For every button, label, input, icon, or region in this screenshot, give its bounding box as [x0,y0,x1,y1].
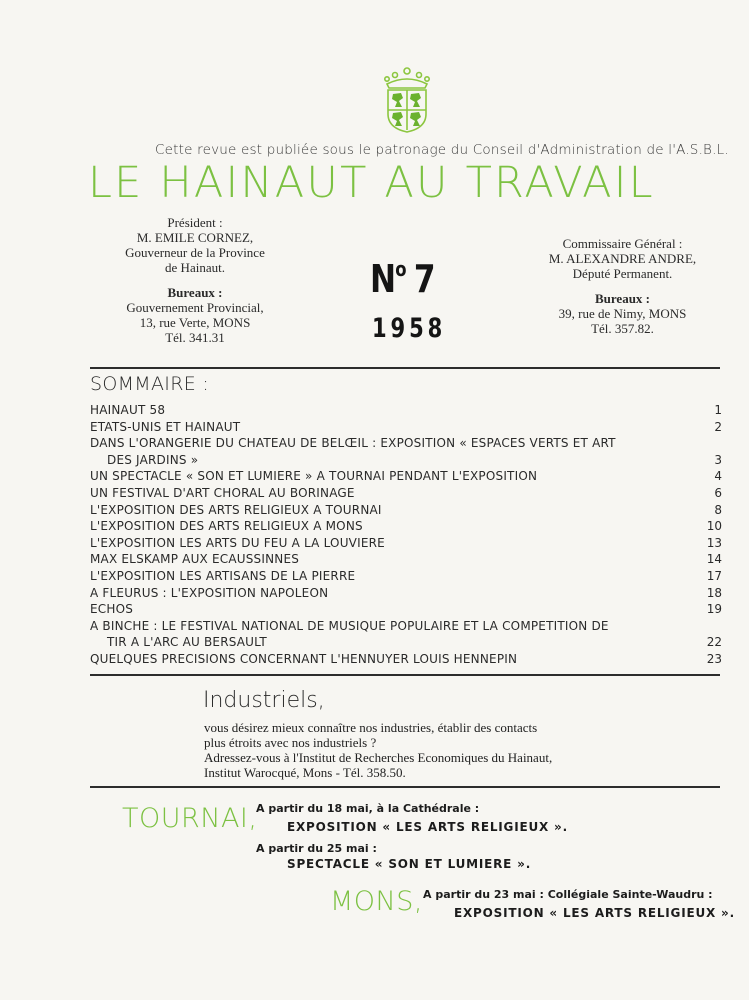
president-function: Gouverneur de la Province [125,245,265,260]
president-function-cont: de Hainaut. [165,260,225,275]
office-address: 39, rue de Nimy, MONS [558,306,687,321]
toc-page-number: 18 [706,585,722,600]
tournai-date-1: A partir du 18 mai, à la Cathédrale : [256,802,480,815]
toc-title-text: L'EXPOSITION DES ARTS RELIGIEUX A TOURNAI [90,502,382,517]
toc-page-number: 22 [706,635,722,650]
toc-entry [90,402,722,419]
toc-page-number: 17 [706,568,722,583]
toc-page-number: 10 [706,519,722,534]
toc-page-number: 13 [706,535,722,550]
tournai-date-2: A partir du 25 mai : [256,842,377,855]
toc-entry-title [90,535,692,552]
toc-entry [90,618,722,651]
text-line: vous désirez mieux connaître nos industries, établir des contacts [204,720,538,735]
toc-title-text: UN SPECTACLE « SON ET LUMIERE » A TOURNAI PENDANT L'EXPOSITION [90,469,538,484]
toc-entry-title [90,419,692,436]
toc-title-text: UN FESTIVAL D'ART CHORAL AU BORINAGE [90,485,355,500]
office-address-2: 13, rue Verte, MONS [139,315,251,330]
toc-title-text: HAINAUT 58 [90,403,166,417]
issue-year: 1958 [372,313,447,344]
toc-entry-title [90,485,692,502]
divider [90,367,720,369]
toc-page-number: 14 [706,552,722,567]
table-of-contents-title: SOMMAIRE : [90,373,210,395]
toc-page-number: 4 [714,469,722,484]
toc-title-text: A FLEURUS : L'EXPOSITION NAPOLEON [90,585,329,600]
president-name: M. EMILE CORNEZ, [136,230,254,245]
mons-event-1: EXPOSITION « LES ARTS RELIGIEUX ». [454,906,735,920]
tournai-label: TOURNAI, [122,803,258,834]
toc-entry-title [90,585,692,602]
toc-entry [90,551,722,568]
industriels-text [204,720,624,780]
toc-entry [90,535,722,552]
office-address-1: Gouvernement Provincial, [126,300,264,315]
president-label: Président : [167,215,223,230]
toc-entry [90,502,722,519]
commissioner-block [530,236,715,336]
industriels-heading: Industriels, [203,688,325,713]
toc-title-text: ECHOS [90,602,134,617]
text-line: plus étroits avec nos industriels ? [204,735,377,750]
text-line: Institut Warocqué, Mons - Tél. 358.50. [204,765,406,780]
toc-entry [90,651,722,668]
text-line: Adressez-vous à l'Institut de Recherches Economiques du Hainaut, [204,750,553,765]
toc-title-text: L'EXPOSITION DES ARTS RELIGIEUX A MONS [90,519,363,534]
toc-entry [90,568,722,585]
office-phone: Tél. 341.31 [165,330,225,345]
toc-page-number: 8 [714,502,722,517]
toc-entry [90,468,722,485]
toc-entry-title [90,518,692,535]
toc-entry [90,419,722,436]
offices-label: Bureaux : [594,291,650,306]
toc-entry-title [90,502,692,519]
divider [90,674,720,676]
toc-title-text: L'EXPOSITION LES ARTISANS DE LA PIERRE [90,568,356,583]
toc-page-number: 23 [706,651,722,666]
tournai-event-1: EXPOSITION « LES ARTS RELIGIEUX ». [287,820,568,834]
mons-date-1: A partir du 23 mai : Collégiale Sainte-Waudru : [423,888,713,901]
toc-entry-title [90,618,692,651]
tournai-event-2: SPECTACLE « SON ET LUMIERE ». [287,857,532,871]
commissioner-label: Commissaire Général : [562,236,683,251]
hainaut-coat-of-arms-icon [383,66,431,134]
toc-title-text: QUELQUES PRECISIONS CONCERNANT L'HENNUYER LOUIS HENNEPIN [90,651,518,666]
offices-label: Bureaux : [167,285,223,300]
mons-label: MONS, [330,886,423,917]
toc-page-number: 6 [714,485,722,500]
toc-entry-title [90,551,692,568]
office-phone: Tél. 357.82. [591,321,654,336]
toc-entry-title [90,601,692,618]
toc-title-text: ETATS-UNIS ET HAINAUT [90,419,241,434]
toc-title-continuation: DES JARDINS » [107,452,199,467]
commissioner-name: M. ALEXANDRE ANDRE, [548,251,697,266]
toc-title-text: A BINCHE : LE FESTIVAL NATIONAL DE MUSIQUE POPULAIRE ET LA COMPETITION DE [90,618,609,633]
issue-number: $N^o$ 7 [370,257,435,301]
magazine-title: LE HAINAUT AU TRAVAIL [88,158,655,208]
toc-title-continuation: TIR A L'ARC AU BERSAULT [107,635,267,650]
table-of-contents [90,402,722,668]
toc-entry [90,435,722,468]
toc-entry-title [90,568,692,585]
toc-entry [90,518,722,535]
commissioner-function: Député Permanent. [572,266,673,281]
toc-entry [90,585,722,602]
toc-title-text: L'EXPOSITION LES ARTS DU FEU A LA LOUVIERE [90,535,385,550]
toc-title-text: DANS L'ORANGERIE DU CHATEAU DE BELŒIL : EXPOSITION « ESPACES VERTS ET ART [90,436,616,451]
toc-entry [90,601,722,618]
toc-page-number: 3 [714,452,722,467]
toc-page-number: 2 [714,419,722,434]
divider [90,786,720,788]
patronage-line: Cette revue est publiée sous le patronage du Conseil d'Administration de l'A.S.B.L. [155,142,729,158]
toc-page-number: 19 [706,602,722,617]
toc-entry [90,485,722,502]
president-block [90,215,300,345]
toc-title-text: MAX ELSKAMP AUX ECAUSSINNES [90,552,300,567]
toc-entry-title [90,468,692,485]
toc-entry-title [90,402,692,419]
toc-page-number: 1 [714,403,722,417]
toc-entry-title [90,435,692,468]
toc-entry-title [90,651,692,668]
